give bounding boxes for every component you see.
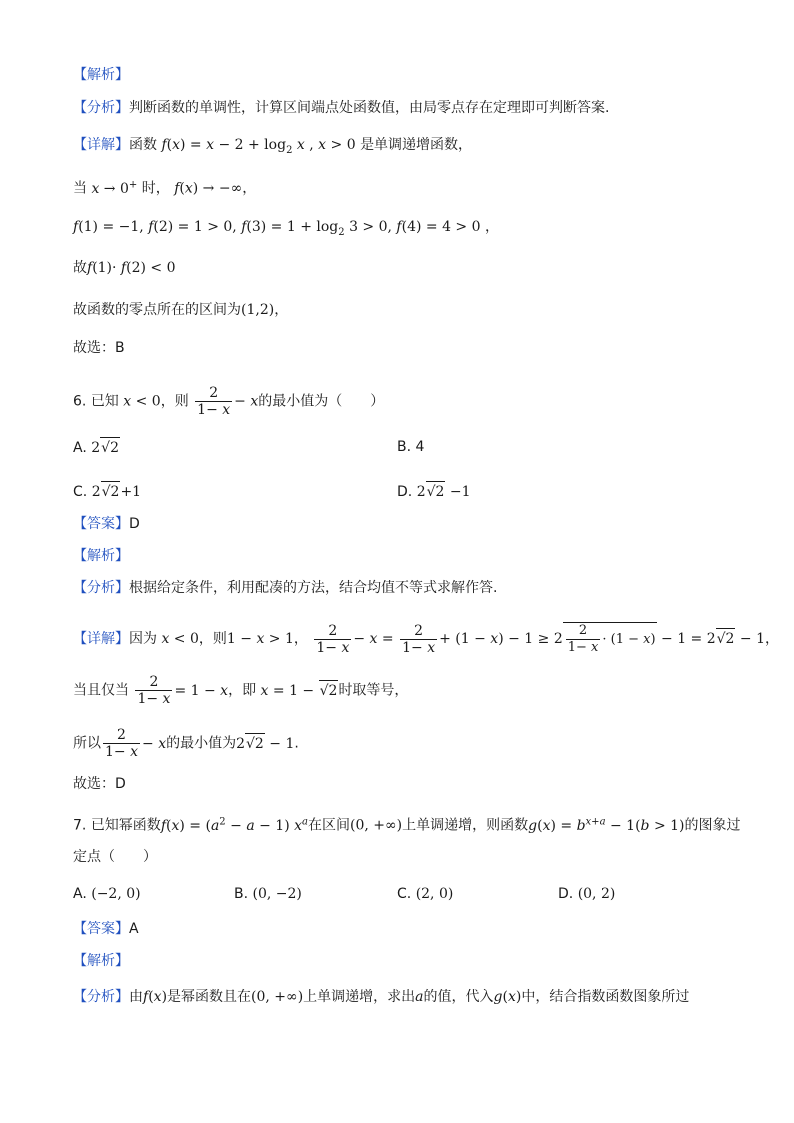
q6-option-c-value: 2√2+1: [92, 484, 141, 500]
q6-option-a[interactable]: A. 2√2: [73, 437, 120, 458]
q6-option-d[interactable]: D. 2√2 −1: [397, 481, 471, 502]
q6-fraction: $\frac{2}{1- x}$: [197, 385, 231, 418]
q5-interval-line: 故函数的零点所在的区间为(1,2)，: [73, 302, 289, 318]
q6-option-b[interactable]: B. 4: [397, 439, 425, 455]
q6-analysis-line: 【分析】根据给定条件，利用配凑的方法，结合均值不等式求解作答.: [73, 580, 498, 596]
q6-option-c[interactable]: C. 2√2+1: [73, 481, 141, 502]
q6-detail-line: 【详解】因为 x < 0，则1 − x > 1， $\frac{2}{1- x}$ − x = $\frac{2}{1- x}$ + (1 − x) − 1 ≥ 2 $\frac{2}{1- x}$ · (1 − x) − 1 = 2√2 − 1，: [73, 622, 780, 656]
q7-answer: A: [129, 921, 139, 937]
q6-choice: 故选：D: [73, 776, 126, 792]
q6-condition: x < 0: [123, 393, 161, 410]
q6-inequality: $\frac{2}{1- x}$ − x = $\frac{2}{1- x}$ + (1 − x) − 1 ≥ 2 $\frac{2}{1- x}$ · (1 − x) − 1 = 2√2 − 1: [316, 622, 766, 656]
q6-option-d-value: 2√2 −1: [417, 484, 471, 500]
q7-exponential-function: $g(x) = b^{x+a} - 1(b > 1)$: [528, 816, 685, 834]
q5-detail-line: 【详解】函数 $f(x) = x - 2 + \log_2 x$ , x > 0 是单调递增函数，: [73, 137, 473, 156]
q5-analysis-line: 【分析】判断函数的单调性，计算区间端点处函数值，由局零点存在定理即可判断答案.: [73, 100, 610, 116]
q7-stem-line1: 7. 已知幂函数$f(x) = (a^2 - a - 1)$ $x^a$在区间(0, +∞)上单调递增，则函数$g(x) = b^{x+a} - 1(b > 1)$的图象过: [73, 816, 741, 834]
q5-jiexi-label: 【解析】: [73, 67, 129, 83]
q5-limit-line: 当 x → 0+ 时， f(x) → −∞，: [73, 179, 257, 197]
q6-stem: 6. 已知 x < 0，则 $\frac{2}{1- x}$ − x的最小值为（ ）: [73, 385, 385, 418]
q7-option-c[interactable]: C. (2, 0): [397, 886, 454, 902]
q7-jiexi-label: 【解析】: [73, 953, 129, 969]
q7-analysis-line: 【分析】由f(x)是幂函数且在(0, +∞)上单调递增，求出a的值，代入g(x)中，结合指数函数图象所过: [73, 989, 690, 1005]
q7-power-function: $f(x) = (a^2 - a - 1)$ $x^a$: [160, 816, 308, 834]
q5-limit-condition: x → 0+: [91, 179, 138, 197]
q5-choice: 故选：B: [73, 340, 125, 356]
q6-option-a-value: 2√2: [91, 440, 120, 456]
q7-stem-line2: 定点（ ）: [73, 849, 157, 865]
q6-conclusion-line: 所以 $\frac{2}{1- x}$ − x的最小值为2√2 − 1.: [73, 727, 299, 760]
q5-interval: (1,2): [241, 302, 275, 318]
q6-answer: D: [129, 516, 140, 532]
q7-option-b[interactable]: B. (0, −2): [234, 886, 302, 902]
q6-jiexi-label: 【解析】: [73, 548, 129, 564]
q5-function-values: f(1) = −1, f(2) = 1 > 0, $f(3) = 1 + \log_2 3 > 0$, f(4) = 4 > 0: [73, 219, 481, 238]
q6-equality-line: 当且仅当 $\frac{2}{1- x}$ = 1 − x，即 x = 1 − √2时取等号，: [73, 674, 409, 707]
q7-answer-line: 【答案】A: [73, 921, 139, 937]
q7-option-a[interactable]: A. (−2, 0): [73, 886, 141, 902]
q5-limit-result: f(x) → −∞: [174, 180, 243, 197]
q5-therefore-line: 故f(1)· f(2) < 0: [73, 260, 176, 276]
q5-analysis-text: 判断函数的单调性，计算区间端点处函数值，由局零点存在定理即可判断答案.: [129, 100, 610, 116]
q7-option-d[interactable]: D. (0, 2): [558, 886, 616, 902]
q5-function-formula: $f(x) = x - 2 + \log_2 x$ , x > 0: [161, 137, 356, 156]
q5-product-sign: f(1)· f(2) < 0: [87, 260, 176, 276]
q5-values-line: f(1) = −1, f(2) = 1 > 0, $f(3) = 1 + \log_2 3 > 0$, f(4) = 4 > 0 ，: [73, 219, 499, 238]
q6-answer-line: 【答案】D: [73, 516, 140, 532]
